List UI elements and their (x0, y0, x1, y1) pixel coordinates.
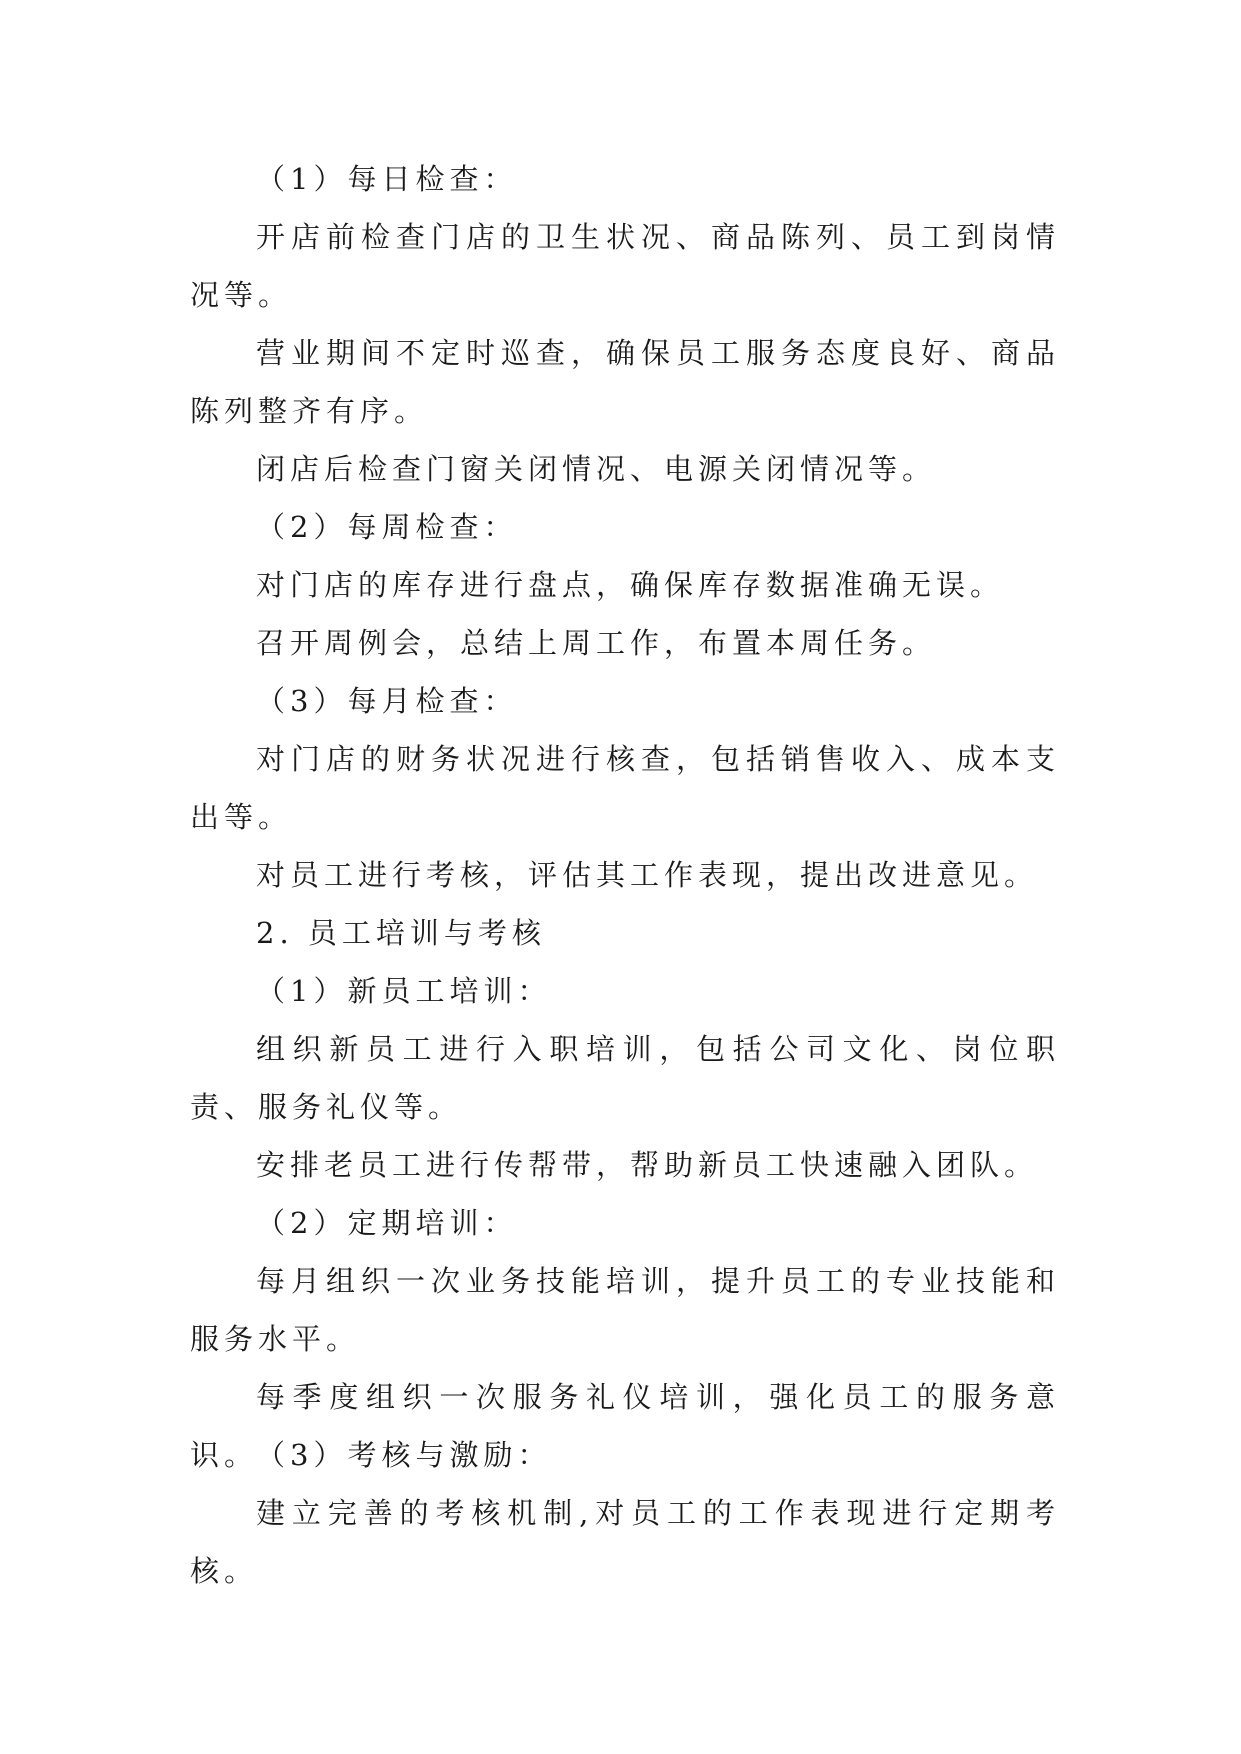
paragraph: 安排老员工进行传帮带，帮助新员工快速融入团队。 (256, 1148, 1039, 1182)
paragraph: 开店前检查门店的卫生状况、商品陈列、员工到岗情况等。 (190, 220, 1060, 312)
paragraph: 营业期间不定时巡查，确保员工服务态度良好、商品陈列整齐有序。 (190, 336, 1060, 428)
paragraph: 建立完善的考核机制,对员工的工作表现进行定期考核。 (190, 1496, 1060, 1588)
subheading-monthly-check: （3）每月检查： (256, 684, 518, 718)
subheading-assessment-incentive: （3）考核与激励： (256, 1438, 552, 1472)
subheading-weekly-check: （2）每周检查： (256, 510, 518, 544)
paragraph: 对门店的财务状况进行核查，包括销售收入、成本支出等。 (190, 742, 1060, 834)
paragraph: 对门店的库存进行盘点，确保库存数据准确无误。 (256, 568, 1005, 602)
paragraph: 每月组织一次业务技能培训，提升员工的专业技能和服务水平。 (190, 1264, 1060, 1356)
paragraph: 对员工进行考核，评估其工作表现，提出改进意见。 (256, 858, 1039, 892)
subheading-daily-check: （1）每日检查： (256, 162, 518, 196)
paragraph: 召开周例会，总结上周工作，布置本周任务。 (256, 626, 937, 660)
subheading-new-staff-training: （1）新员工培训： (256, 974, 552, 1008)
paragraph: 闭店后检查门窗关闭情况、电源关闭情况等。 (256, 452, 937, 486)
paragraph: 每季度组织一次服务礼仪培训，强化员工的服务意识。 (190, 1380, 1060, 1472)
paragraph: 组织新员工进行入职培训，包括公司文化、岗位职责、服务礼仪等。 (190, 1032, 1060, 1124)
section-heading: 2. 员工培训与考核 (256, 916, 546, 950)
subheading-regular-training: （2）定期培训： (256, 1206, 518, 1240)
